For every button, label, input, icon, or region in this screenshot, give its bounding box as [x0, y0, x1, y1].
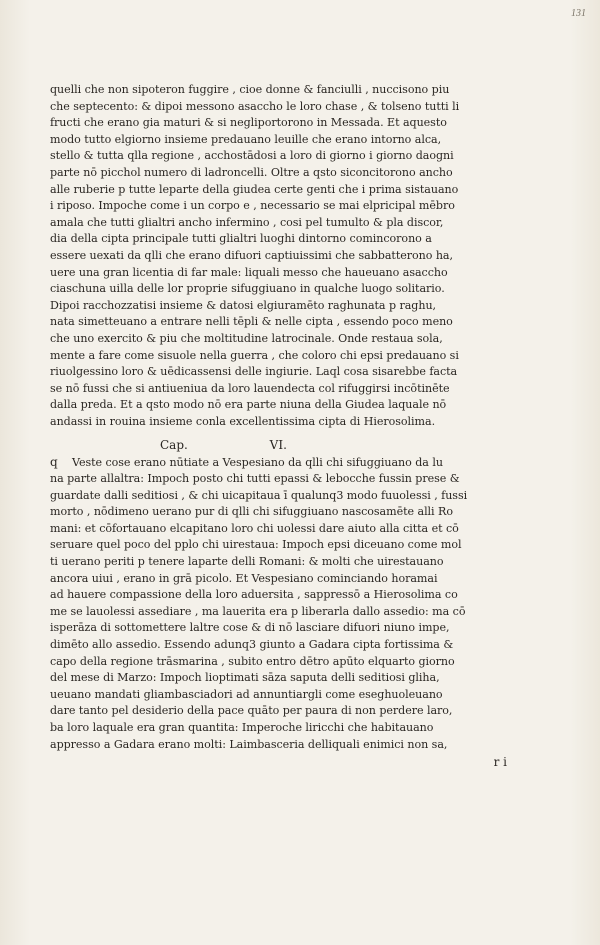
chapter-label: Cap. [160, 438, 188, 453]
text-line: Dipoi racchozzatisi insieme & datosi elgiuramēto raghunata p raghu, [50, 298, 437, 312]
text-line: quelli che non sipoteron fuggire , cioe donne & fanciulli , nuccisono piu [50, 83, 450, 96]
text-line: se nō fussi che si antiueniua da loro lauendecta col rifuggirsi incōtinēte [50, 381, 450, 395]
text-line: ad hauere compassione della loro aduersita , sappressō a Hierosolima co [50, 588, 458, 602]
text-line: che uno exercito & piu che moltitudine latrocinale. Onde restaua sola, [50, 331, 443, 345]
text-line: nata simetteuano a entrare nelli tēpli & nelle cipta , essendo poco meno [50, 315, 453, 329]
text-line: dimēto allo assedio. Essendo adunq3 giunto a Gadara cipta fortissima & [50, 638, 454, 651]
text-line: mente a fare come sisuole nella guerra , che coloro chi epsi predauano si [50, 348, 459, 362]
text-line: alle ruberie p tutte leparte della giudea certe genti che i prima sistauano [50, 182, 459, 196]
text-line: me se lauolessi assediare , ma lauerita era p liberarla dallo assedio: ma cō [50, 604, 466, 618]
text-line: uere una gran licentia di far male: liquali messo che haueuano asaccho [50, 265, 448, 279]
paragraph-2-first-line [50, 454, 555, 471]
text-line: na parte allaltra: Impoch posto chi tutti epassi & lebocche fussin prese & [50, 472, 460, 486]
signature-mark: r i [493, 755, 507, 770]
text-line: andassi in rouina insieme conla excellentissima cipta di Hierosolima. [50, 414, 436, 428]
text-line: guardate dalli seditiosi , & chi uicapitaua ī qualunq3 modo fuuolessi , fussi [50, 488, 468, 502]
text-line: i riposo. Impoche come i un corpo e , necessario se mai elpricipal mēbro [50, 199, 455, 213]
guide-letter: q [50, 455, 58, 470]
text-line: parte nō picchol numero di ladroncelli. Oltre a qsto siconcitorono ancho [50, 165, 453, 179]
text-line: ancora uiui , erano in grā picolo. Et Vespesiano cominciando horamai [50, 571, 438, 585]
text-line: modo tutto elgiorno insieme predauano leuille che erano intorno alca, [50, 132, 442, 146]
text-line: riuolgessino loro & uēdicassensi delle ingiurie. Laql cosa sisarebbe facta [50, 365, 458, 379]
chapter-heading [50, 436, 555, 454]
text-line: dare tanto pel desiderio della pace quāto per paura di non perdere laro, [50, 704, 453, 718]
text-block [50, 82, 555, 771]
text-line: del mese di Marzo: Impoch lioptimati sāza saputa delli seditiosi gliha, [50, 671, 440, 685]
text-line: ciaschuna uilla delle lor proprie sifuggiuano in qualche luogo solitario. [50, 282, 445, 296]
chapter-number: VI. [269, 438, 287, 453]
text-line: Veste cose erano nūtiate a Vespesiano da qlli chi sifuggiuano da lu [72, 456, 443, 470]
text-line: dalla preda. Et a qsto modo nō era parte niuna della Giudea laquale nō [50, 398, 447, 412]
text-line: fructi che erano gia maturi & si negliportorono in Messada. Et aquesto [50, 116, 447, 130]
text-line: ba loro laquale era gran quantita: Imperoche liricchi che habitauano [50, 720, 434, 734]
text-line: isperāza di sottomettere laltre cose & di nō lasciare difuori niuno impe, [50, 621, 450, 635]
text-line: seruare quel poco del pplo chi uirestaua: Impoch epsi diceuano come mol [50, 538, 462, 552]
text-line: essere uexati da qlli che erano difuori captiuissimi che sabbatterono ha, [50, 248, 453, 262]
paragraph-2 [50, 471, 555, 753]
text-line: stello & tutta qlla regione , acchostādosi a loro di giorno i giorno daogni [50, 149, 454, 163]
text-line: capo della regione trāsmarina , subito entro dētro apūto elquarto giorno [50, 654, 455, 668]
text-line: che septecento: & dipoi messono asaccho le loro chase , & tolseno tutti li [50, 99, 460, 113]
text-line: appresso a Gadara erano molti: Laimbasceria delliquali enimici non sa, [50, 737, 448, 751]
text-line: morto , nōdimeno uerano pur di qlli chi sifuggiuano nascosamēte alli Ro [50, 505, 453, 519]
paragraph-1 [50, 82, 555, 430]
text-line: mani: et cōfortauano elcapitano loro chi uolessi dare aiuto alla citta et cō [50, 521, 459, 535]
text-line: ti uerano periti p tenere laparte delli Romani: & molti che uirestauano [50, 555, 444, 569]
text-line: dia della cipta principale tutti glialtri luoghi dintorno comincorono a [50, 232, 432, 246]
text-line: amala che tutti glialtri ancho infermino , cosi pel tumulto & pla discor, [50, 215, 444, 229]
text-line: ueuano mandati gliambasciadori ad annuntiargli come eseghuoleuano [50, 687, 443, 701]
folio-number: 131 [571, 8, 586, 19]
